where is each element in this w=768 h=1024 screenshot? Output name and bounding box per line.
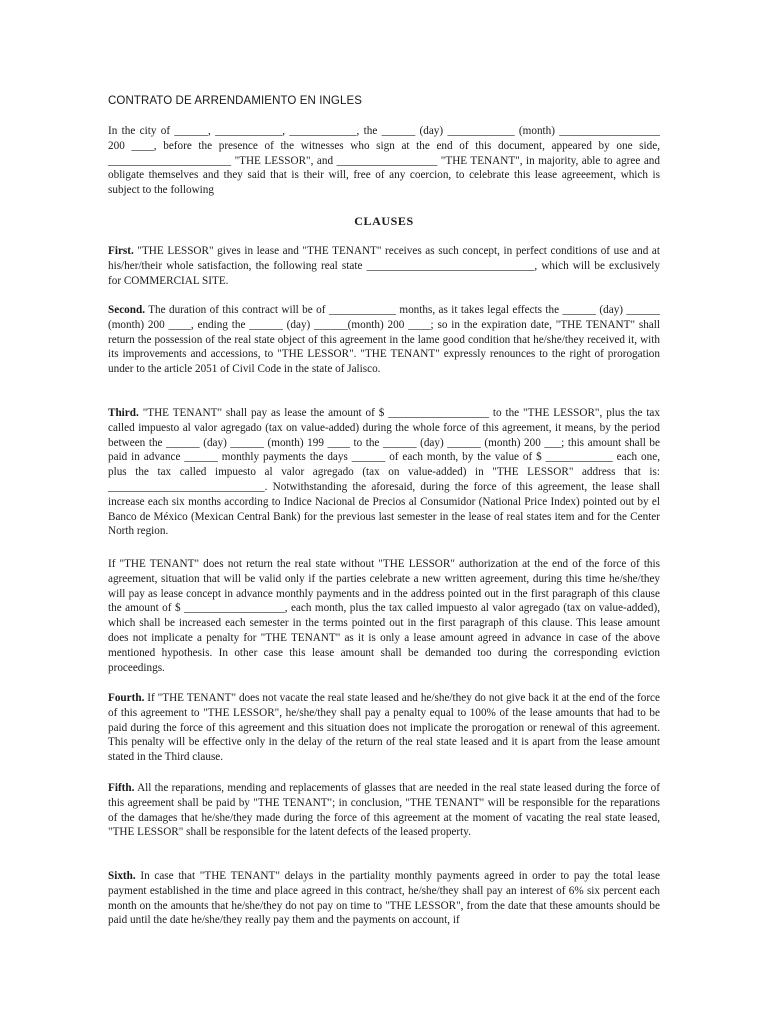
intro-text: In the city of ______, ____________, ____________, the ______ (day) ____________ (month) __________________ 200 ____, before the presence of the witnesses who sign at the end of this document, appeared by one side, ______________________ "THE LESSOR", and __________________ "THE TENANT", in majority, able to agree and obligate themselves and they said that is their will, free of any coercion, to celebrate this lease agreeement, which is subject to the following xyxy=(108,125,660,197)
clause-sixth xyxy=(108,869,660,928)
clause-first-text: "THE LESSOR" gives in lease and "THE TENANT" receives as such concept, in perfect conditions of use and at his/her/their whole satisfaction, the following real state ______________________________, which will be exclusively for COMMERCIAL SITE. xyxy=(108,245,660,287)
clause-fifth-lead: Fifth. xyxy=(108,782,135,794)
clause-fifth xyxy=(108,781,660,840)
clause-first-lead: First. xyxy=(108,245,134,257)
clause-third-continuation-text: If "THE TENANT" does not return the real state without "THE LESSOR" authorization at the end of the force of this agreement, situation that will be valid only if the parties celebrate a new written agreement, during this time he/she/they will pay as lease concept in advance monthly payments and in the address pointed out in the first paragraph of this clause the amount of $ __________________, each month, plus the tax called impuesto al valor agregado (tax on value-added), which shall be increased each semester in the terms pointed out in the first paragraph of this clause. This lease amount does not implicate a penalty for "THE TENANT" as it is only a lease amount agreed in advance in case of the above mentioned hypothesis. In other case this lease amount shall be demanded too during the corresponding eviction proceedings. xyxy=(108,558,660,674)
clauses-heading: CLAUSES xyxy=(354,214,414,228)
clause-third xyxy=(108,406,660,539)
clause-third-text: "THE TENANT" shall pay as lease the amount of $ __________________ to the "THE LESSOR", plus the tax called impuesto al valor agregado (tax on value-added) during the whole force of this agreement, it means, by the period between the ______ (day) ______ (month) 199 ____ to the ______ (day) ______ (month) 200 ___; this amount shall be paid in advance ______ monthly payments the days ______ of each month, by the value of $ ____________ each one, plus the tax called impuesto al valor agregado (tax on value-added) in "THE LESSOR" address that is: ____________________________. Notwithstanding the aforesaid, during the force of this agreement, the lease shall increase each six months according to Indice Nacional de Precios al Consumidor (National Price Index) pointed out by el Banco de México (Mexican Central Bank) for the previous last semester in the lease of real states item and for the Center North region. xyxy=(108,407,660,538)
clause-third-lead: Third. xyxy=(108,407,139,419)
clause-fourth-text: If "THE TENANT" does not vacate the real state leased and he/she/they do not give back it at the end of the force of this agreement to "THE LESSOR", he/she/they shall pay a penalty equal to 100% of the lease amounts that had to be paid during the force of this agreement and this situation does not implicate the prorogation or renewal of this agreement. This penalty will be effective only in the delay of the return of the real state leased and it is apart from the lease amount stated in the Third clause. xyxy=(108,692,660,764)
clause-fourth-lead: Fourth. xyxy=(108,692,145,704)
clause-sixth-lead: Sixth. xyxy=(108,870,136,882)
document-title: CONTRATO DE ARRENDAMIENTO EN INGLES xyxy=(108,95,362,107)
clause-second-text: The duration of this contract will be of ____________ months, as it takes legal effects the ______ (day) ______ (month) 200 ____, ending the ______ (day) ______(month) 200 ____; so in the expiration date, "THE TENANT" shall return the possession of the real state object of this agreement in the lame good condition that he/she/they received it, with its improvements and accessions, to "THE LESSOR". "THE TENANT" expressly renounces to the right of prorogation under to the article 2051 of Civil Code in the state of Jalisco. xyxy=(108,304,660,376)
clause-second-lead: Second. xyxy=(108,304,145,316)
intro-paragraph xyxy=(108,124,660,198)
clause-first xyxy=(108,244,660,288)
clause-third-continuation xyxy=(108,557,660,675)
clause-fourth xyxy=(108,691,660,765)
clause-fifth-text: All the reparations, mending and replacements of glasses that are needed in the real state leased during the force of this agreement shall be paid by "THE TENANT"; in conclusion, "THE TENANT" will be responsible for the reparations of the damages that he/she/they made during the force of this agreement at the moment of vacating the real state leased, "THE LESSOR" shall be responsible for the latent defects of the leased property. xyxy=(108,782,660,839)
clause-sixth-text: In case that "THE TENANT" delays in the partiality monthly payments agreed in order to pay the total lease payment established in the time and place agreed in this contract, he/she/they shall pay an interest of 6% six percent each month on the amounts that he/she/they do not pay on time to "THE LESSOR", from the date that these amounts should be paid until the date he/she/they really pay them and the payments on account, if xyxy=(108,870,660,927)
clause-second xyxy=(108,303,660,377)
